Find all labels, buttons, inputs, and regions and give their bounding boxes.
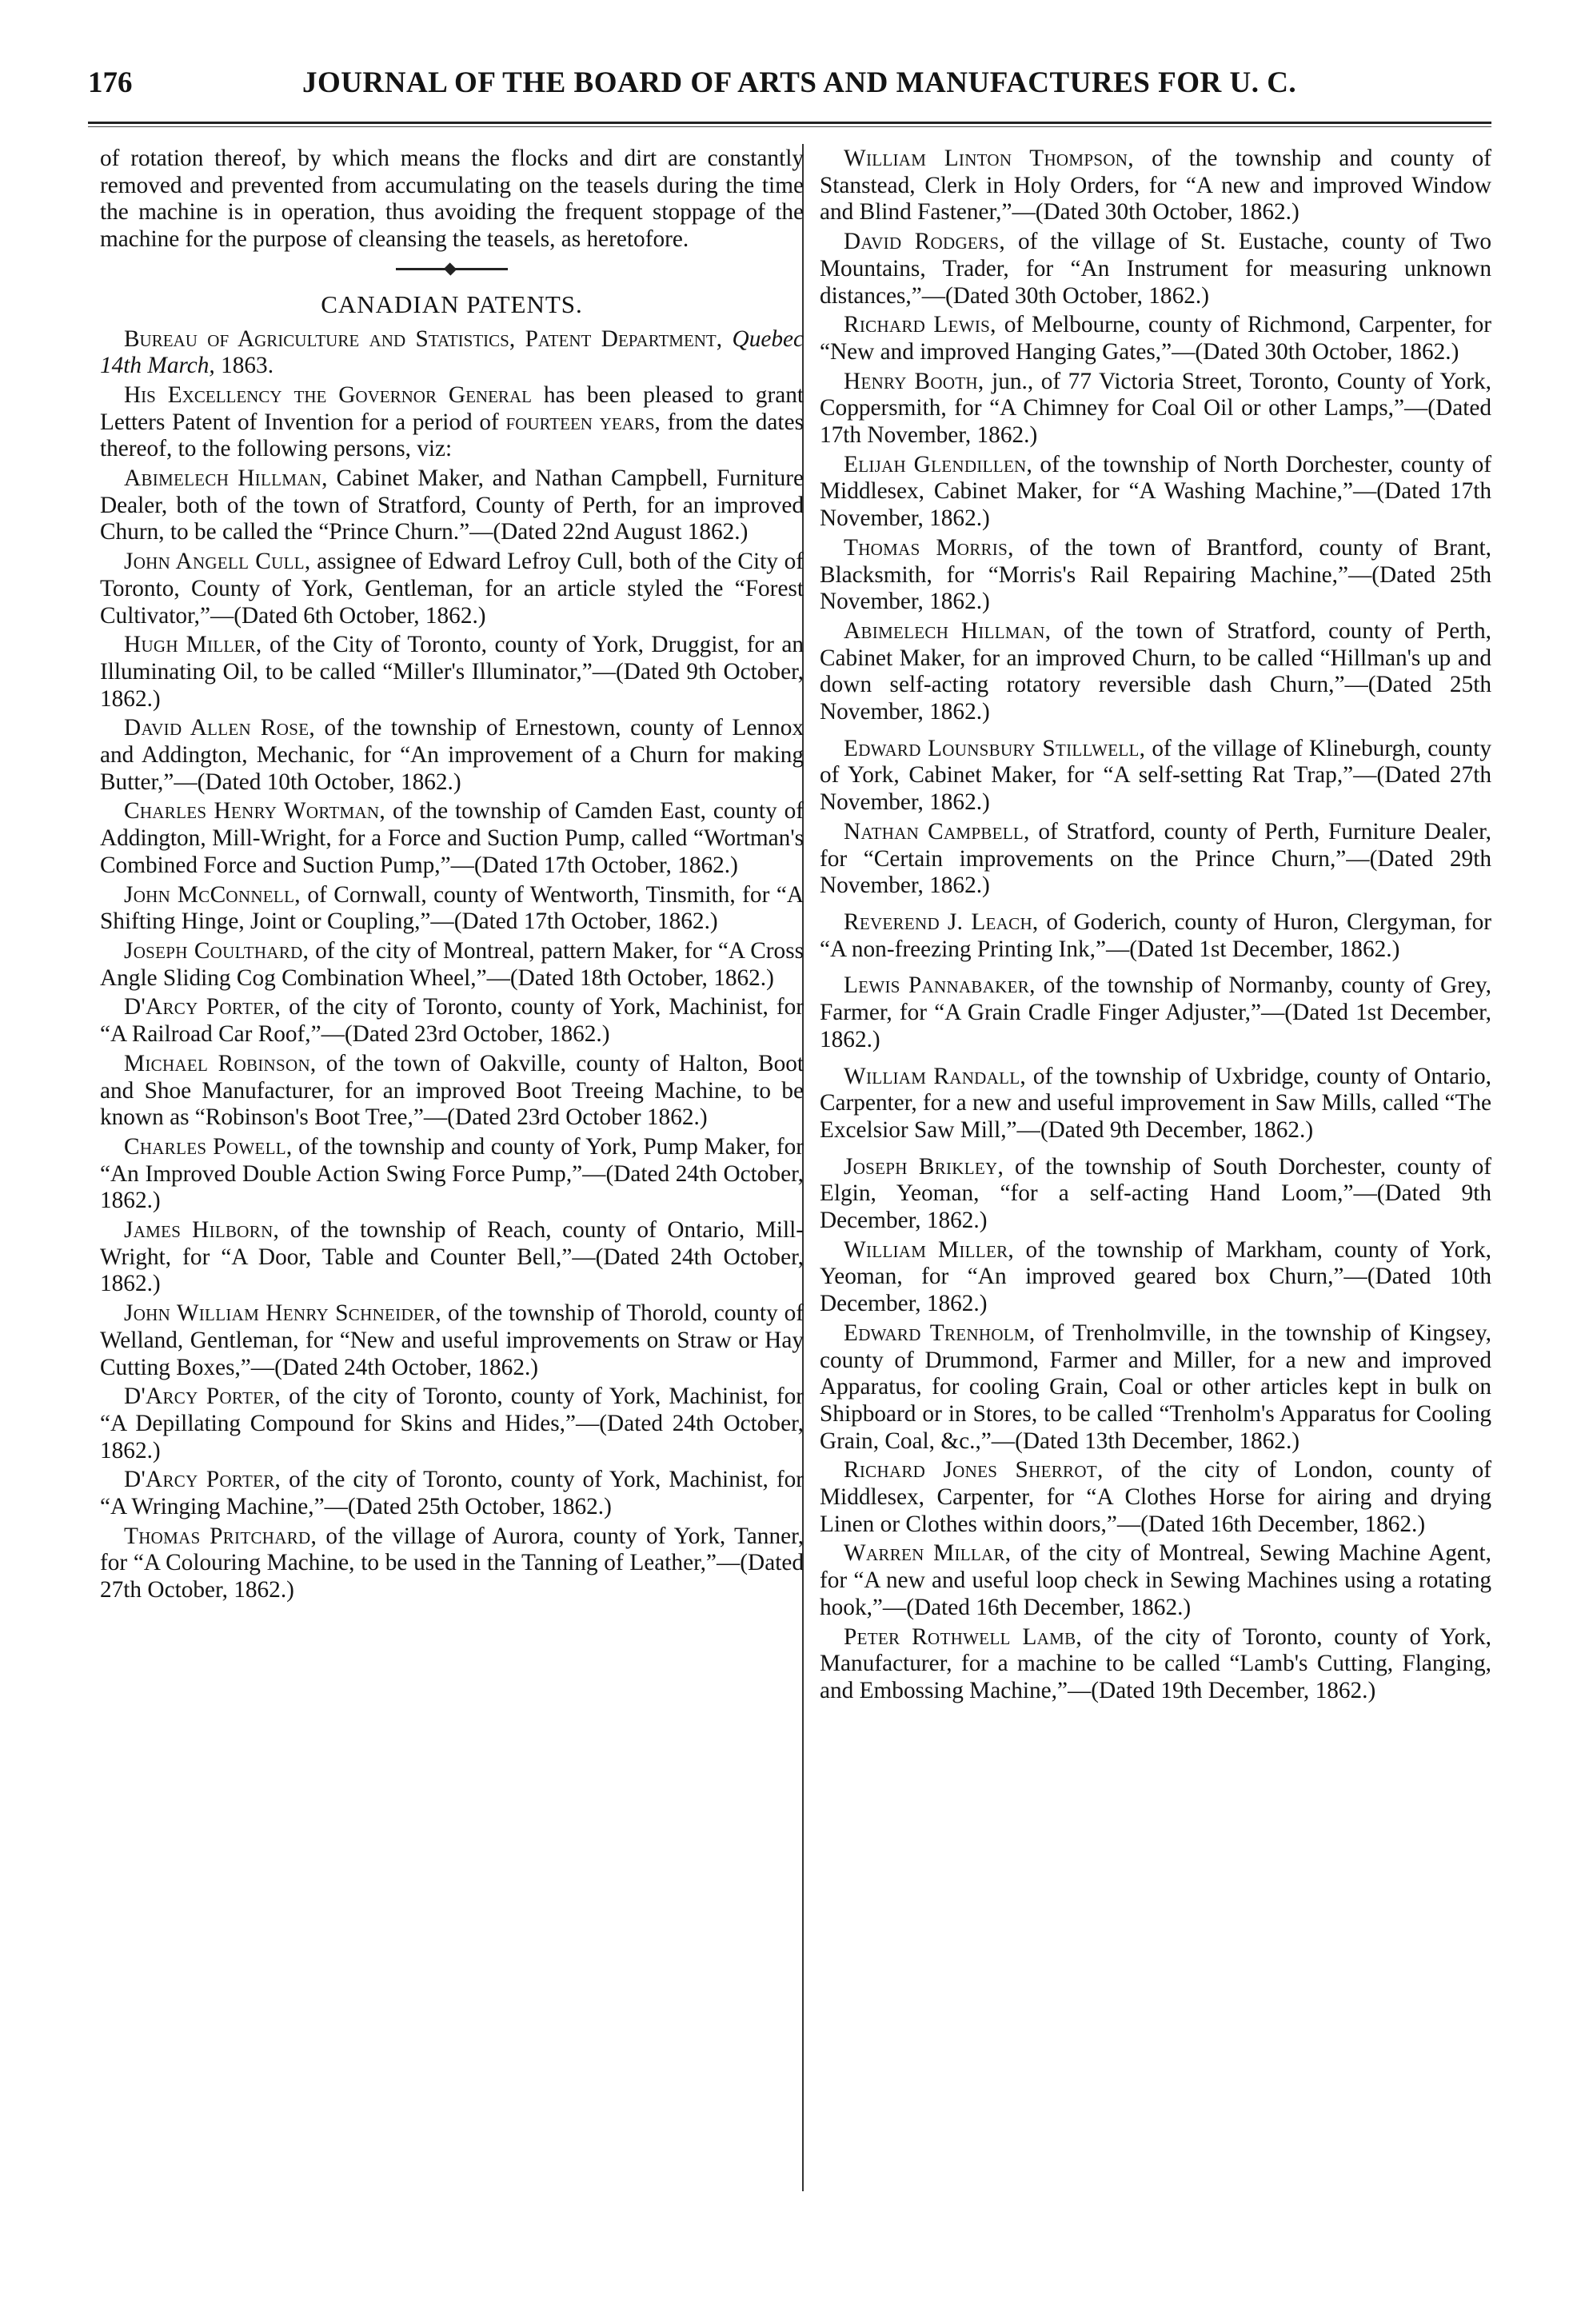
patent-description: of the township and county of Stanstead, Clerk in Holy Orders, for “A new and improved Window and Blind Fastener,”—(Dated 30th October, 1862.) — [820, 146, 1491, 226]
patentee-name: Hugh Miller, — [124, 632, 262, 658]
patent-description: of Trenholmville, in the township of Kingsey, county of Drummond, Farmer and Miller, for a new and improved Apparatus, for cooling Grain, Coal or other articles kept in bulk on Shipboard or in Stores, to be called “Trenholm's Apparatus for Cooling Grain, Coal, &c.,”—(Dated 13th December, 1862.) — [820, 1320, 1491, 1454]
patent-entry — [100, 715, 804, 796]
patent-description: of the township of Ernestown, county of Lennox and Addington, Mechanic, for “An improvement of a Churn for making Butter,”—(Dated 10th October, 1862.) — [100, 715, 804, 795]
bureau-date: Quebec 14th March, — [100, 325, 804, 379]
patentee-name: Thomas Morris, — [844, 534, 1014, 561]
patentee-name: Reverend J. Leach, — [844, 908, 1039, 935]
patent-description: jun., of 77 Victoria Street, Toronto, County of York, Coppersmith, for “A Chimney for Coal Oil or other Lamps,”—(Dated 17th November, 1862.) — [820, 368, 1491, 449]
patentee-name: John Angell Cull, — [124, 549, 311, 575]
patentee-name: William Miller, — [844, 1236, 1014, 1263]
patent-description: of the city of Toronto, county of York, Machinist, for “A Wringing Machine,”—(Dated 25th October, 1862.) — [100, 1467, 804, 1520]
patent-entry — [820, 1320, 1491, 1455]
patentee-name: David Allen Rose, — [124, 715, 315, 741]
patent-description: of the town of Brantford, county of Brant, Blacksmith, for “Morris's Rail Repairing Machine,”—(Dated 25th November, 1862.) — [820, 534, 1491, 615]
patent-entry — [100, 1051, 804, 1132]
running-head: JOURNAL OF THE BOARD OF ARTS AND MANUFACTURES FOR U. C. — [302, 66, 1297, 99]
patentee-name: Warren Millar, — [844, 1540, 1012, 1567]
patentee-name: James Hilborn, — [124, 1217, 280, 1244]
patentee-name: Nathan Campbell, — [844, 818, 1030, 845]
patent-description: of the village of St. Eustache, county of Two Mountains, Trader, for “An Instrument for measuring unknown distances,”—(Dated 30th October, 1862.) — [820, 229, 1492, 309]
patent-description: of the city of Montreal, Sewing Machine Agent, for “A new and useful loop check in Sewing Machines using a rotating hook,”—(Dated 16th December, 1862.) — [820, 1540, 1491, 1620]
continued-paragraph: of rotation thereof, by which means the flocks and dirt are constantly removed and prevented from accumulating on the teasels during the time the machine is in operation, thus avoiding the frequent stoppage of the machine for the purpose of cleansing the teasels, as heretofore. — [100, 146, 804, 253]
patentee-name: Henry Booth, — [844, 368, 984, 394]
patentee-name: Charles Powell, — [124, 1133, 293, 1160]
patentee-name: John William Henry Schneider, — [124, 1300, 441, 1327]
patent-entry — [820, 146, 1491, 226]
patentee-name: D'Arcy Porter, — [124, 994, 281, 1020]
patent-entry — [100, 882, 804, 936]
bureau-year: 1863. — [221, 353, 274, 379]
header-rule-thin — [88, 126, 1491, 127]
patent-description: of the village of Aurora, county of York, Tanner, for “A Colouring Machine, to be used in the Tanning of Leather,”—(Dated 27th October, 1862.) — [100, 1523, 804, 1603]
patent-entry — [100, 1384, 804, 1464]
patentee-name: Lewis Pannabaker, — [844, 972, 1036, 999]
intro-years: fourteen years, — [505, 409, 661, 435]
patent-description: Cabinet Maker, and Nathan Campbell, Furniture Dealer, both of the town of Stratford, County of Perth, for an improved Churn, to be called the “Prince Churn.”—(Dated 22nd August 1862.) — [100, 465, 804, 545]
patent-description: of the township of Reach, county of Ontario, Mill-Wright, for “A Door, Table and Counter Bell,”—(Dated 24th October, 1862.) — [100, 1217, 804, 1297]
patent-description: of the City of Toronto, county of York, Druggist, for an Illuminating Oil, to be called “Miller's Illuminator,”—(Dated 9th October, 1862.) — [100, 632, 804, 712]
patent-description: of the township of North Dorchester, county of Middlesex, Cabinet Maker, for “A Washing Machine,”—(Dated 17th November, 1862.) — [820, 451, 1491, 532]
patent-entry — [820, 972, 1491, 1053]
patent-entry — [820, 618, 1491, 726]
patentee-name: Joseph Brikley, — [844, 1153, 1004, 1180]
patent-entry — [100, 1467, 804, 1520]
patent-entry — [820, 1457, 1491, 1538]
patent-description: of the township of Markham, county of York, Yeoman, for “An improved geared box Churn,”—(Dated 10th December, 1862.) — [820, 1236, 1491, 1317]
intro-text-2: from the dates thereof, to the following persons, viz: — [100, 409, 804, 462]
patentee-name: William Linton Thompson, — [844, 146, 1134, 171]
bureau-name: Bureau of Agriculture and Statistics, Patent Department, — [124, 325, 723, 352]
patent-description: of the city of Toronto, county of York, Machinist, for “A Railroad Car Roof,”—(Dated 23rd October, 1862.) — [100, 994, 804, 1048]
page-number: 176 — [88, 66, 133, 99]
patent-entry — [100, 549, 804, 629]
patent-entry — [820, 452, 1491, 533]
patentee-name: John McConnell, — [124, 881, 301, 908]
patentee-name: D'Arcy Porter, — [124, 1467, 281, 1493]
patent-description: of the township and county of York, Pump Maker, for “An Improved Double Action Swing Force Pump,”—(Dated 24th October, 1862.) — [100, 1133, 804, 1214]
intro-text-1: has been pleased to grant Letters Patent of Invention for a period of — [100, 381, 804, 435]
patentee-name: Thomas Pritchard, — [124, 1523, 317, 1549]
patentee-name: Richard Lewis, — [844, 312, 996, 338]
patent-entry — [100, 798, 804, 879]
patentee-name: Peter Rothwell Lamb, — [844, 1623, 1083, 1650]
patent-entry — [820, 312, 1491, 365]
section-title: CANADIAN PATENTS. — [321, 290, 583, 318]
right-entries — [820, 146, 1491, 1705]
right-column — [820, 146, 1491, 1707]
patent-entry — [820, 1624, 1491, 1705]
patent-description: of the town of Oakville, county of Halton, Boot and Shoe Manufacturer, for an improved Boot Treeing Machine, to be known as “Robinson's Boot Tree,”—(Dated 23rd October 1862.) — [100, 1050, 804, 1131]
patent-description: assignee of Edward Lefroy Cull, both of the City of Toronto, County of York, Gentleman, for an article styled the “Forest Cultivator,”—(Dated 6th October, 1862.) — [100, 549, 804, 629]
patentee-name: Joseph Coulthard, — [124, 937, 309, 964]
patentee-name: Edward Trenholm, — [844, 1320, 1036, 1346]
left-column — [100, 146, 804, 1607]
patentee-name: Abimelech Hillman, — [124, 465, 328, 492]
patent-description: of Goderich, county of Huron, Clergyman, for “A non-freezing Printing Ink,”—(Dated 1st December, 1862.) — [820, 908, 1492, 962]
patent-entry — [100, 1300, 804, 1381]
patent-entry — [100, 1134, 804, 1215]
patentee-name: Edward Lounsbury Stillwell, — [844, 735, 1146, 761]
patent-entry — [820, 1540, 1491, 1621]
patent-description: of the town of Stratford, county of Perth, Cabinet Maker, for an improved Churn, to be called “Hillman's up and down self-acting rotatory reversible dash Churn,”—(Dated 25th November, 1862.) — [820, 617, 1491, 725]
patentee-name: Michael Robinson, — [124, 1050, 317, 1076]
patent-entry — [820, 1154, 1491, 1235]
patent-description: of the township of Thorold, county of Welland, Gentleman, for “New and useful improvements on Straw or Hay Cutting Boxes,”—(Dated 24th October, 1862.) — [100, 1300, 804, 1380]
patent-entry — [820, 819, 1491, 900]
header-rule — [88, 122, 1491, 124]
section-separator — [396, 268, 508, 270]
intro-lead: His Excellency the Governor General — [124, 381, 532, 408]
patentee-name: Charles Henry Wortman, — [124, 798, 386, 825]
page-header — [88, 66, 1491, 114]
patent-description: of the township of Camden East, county of Addington, Mill-Wright, for a Force and Suction Pump, called “Wortman's Combined Force and Suction Pump,”—(Dated 17th October, 1862.) — [100, 798, 804, 878]
patent-description: of the township of Normanby, county of Grey, Farmer, for “A Grain Cradle Finger Adjuster,”—(Dated 1st December, 1862.) — [820, 972, 1492, 1052]
patent-entry — [820, 1237, 1491, 1318]
patent-description: of Melbourne, county of Richmond, Carpenter, for “New and improved Hanging Gates,”—(Dated 30th October, 1862.) — [820, 312, 1491, 365]
patent-entry — [100, 1217, 804, 1298]
patentee-name: D'Arcy Porter, — [124, 1384, 281, 1410]
patent-entry — [100, 465, 804, 546]
patent-entry — [820, 535, 1491, 616]
patentee-name: Elijah Glendillen, — [844, 451, 1033, 477]
patentee-name: Abimelech Hillman, — [844, 617, 1052, 644]
patent-description: of the village of Klineburgh, county of York, Cabinet Maker, for “A self-setting Rat Trap,”—(Dated 27th November, 1862.) — [820, 735, 1491, 816]
patent-description: of the city of London, county of Middlesex, Carpenter, for “A Clothes Horse for airing and drying Linen or Clothes within doors,”—(Dated 16th December, 1862.) — [820, 1457, 1491, 1537]
left-entries — [100, 465, 804, 1604]
patentee-name: David Rodgers, — [844, 229, 1005, 255]
patent-description: of Cornwall, county of Wentworth, Tinsmith, for “A Shifting Hinge, Joint or Coupling,”—(Dated 17th October, 1862.) — [100, 881, 804, 935]
patent-description: of the township of South Dorchester, county of Elgin, Yeoman, “for a self-acting Hand Loom,”—(Dated 9th December, 1862.) — [820, 1153, 1492, 1234]
intro-paragraph — [100, 382, 804, 463]
patent-entry — [820, 1064, 1491, 1144]
patentee-name: Richard Jones Sherrot, — [844, 1457, 1104, 1483]
patent-description: of the township of Uxbridge, county of Ontario, Carpenter, for a new and useful improvement in Saw Mills, called “The Excelsior Saw Mill,”—(Dated 9th December, 1862.) — [820, 1063, 1492, 1143]
patent-entry — [100, 938, 804, 992]
patent-entry — [100, 632, 804, 713]
patent-entry — [100, 1523, 804, 1604]
patent-entry — [820, 909, 1491, 963]
patentee-name: William Randall, — [844, 1063, 1026, 1089]
patent-entry — [820, 736, 1491, 817]
patent-entry — [820, 369, 1491, 449]
patent-description: of the city of Toronto, county of York, Manufacturer, for a machine to be called “Lamb's Cutting, Flanging, and Embossing Machine,”—(Dated 19th December, 1862.) — [820, 1623, 1492, 1703]
patent-description: of the city of Toronto, county of York, Machinist, for “A Depillating Compound for Skins and Hides,”—(Dated 24th October, 1862.) — [100, 1384, 804, 1463]
patent-description: of the city of Montreal, pattern Maker, for “A Cross Angle Sliding Cog Combination Wheel,”—(Dated 18th October, 1862.) — [100, 937, 804, 991]
patent-entry — [100, 994, 804, 1048]
patent-description: of Stratford, county of Perth, Furniture Dealer, for “Certain improvements on the Prince Churn,”—(Dated 29th November, 1862.) — [820, 818, 1491, 899]
bureau-line — [100, 326, 804, 380]
patent-entry — [820, 229, 1491, 309]
